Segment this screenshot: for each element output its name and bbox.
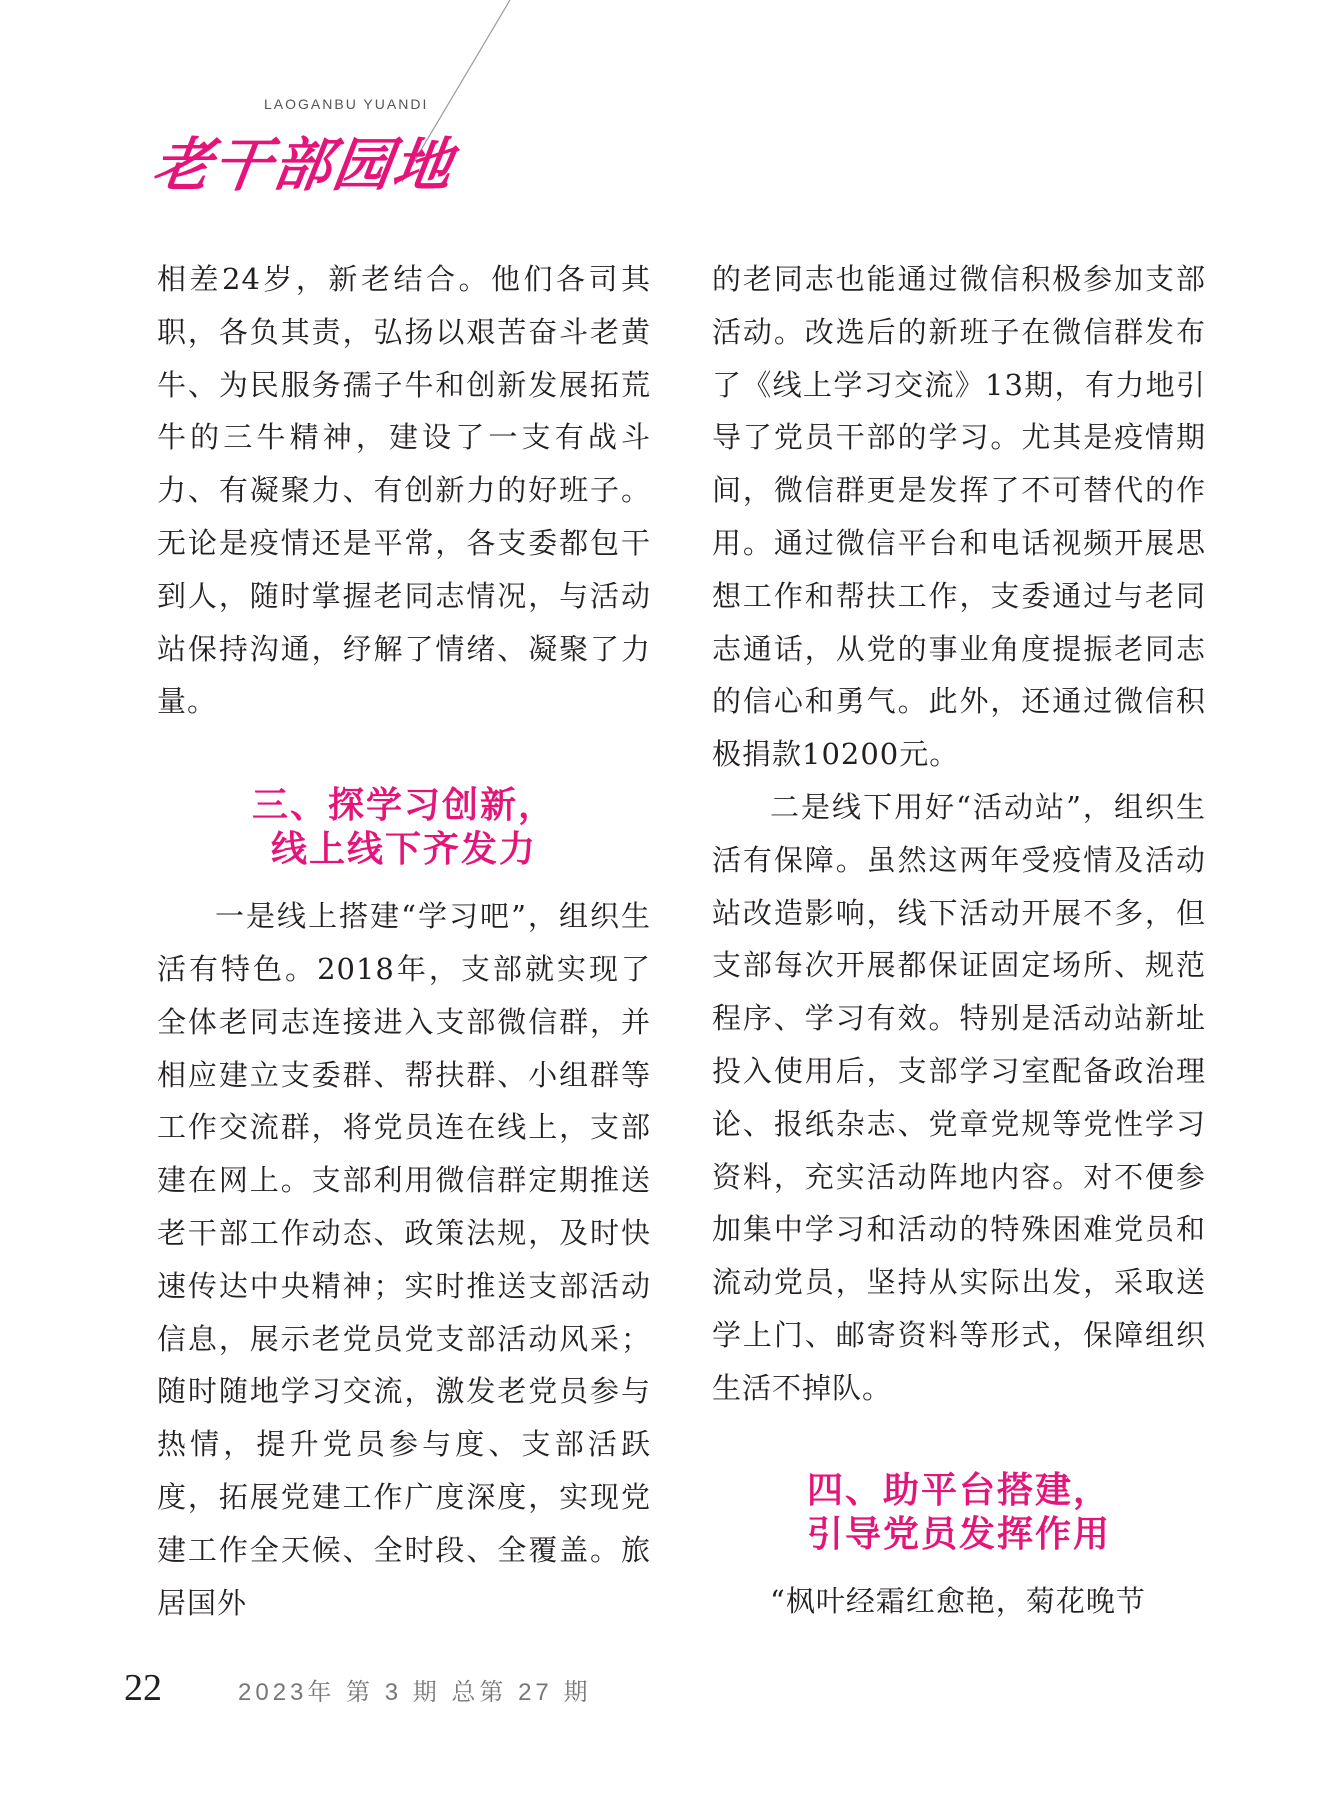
page-footer (124, 1666, 591, 1710)
issue-info: 2023年 第 3 期 总第 27 期 (238, 1679, 592, 1706)
section-heading-line: 四、助平台搭建， (806, 1469, 1111, 1511)
left-column (157, 253, 651, 1629)
body-paragraph: 一是线上搭建“学习吧”，组织生活有特色。2018年，支部就实现了全体老同志连接进入支部微信群，并相应建立支委群、帮扶群、小组群等工作交流群，将党员连在线上，支部建在网上。支部利用微信群定期推送老干部工作动态、政策法规，及时快速传达中央精神；实时推送支部活动信息，展示老党员党支部活动风采；随时随地学习交流，激发老党员参与热情，提升党员参与度、支部活跃度，拓展党建工作广度深度，实现党建工作全天候、全时段、全覆盖。旅居国外 (157, 899, 651, 1620)
right-column (712, 253, 1206, 1627)
masthead-title-logo: 老干部园地 (148, 131, 459, 199)
body-paragraph: 相差24岁，新老结合。他们各司其职，各负其责，弘扬以艰苦奋斗老黄牛、为民服务孺子牛和创新发展拓荒牛的三牛精神，建设了一支有战斗力、有凝聚力、有创新力的好班子。无论是疫情还是平常，各支委都包干到人，随时掌握老同志情况，与活动站保持沟通，纾解了情绪、凝聚了力量。 (157, 262, 651, 719)
page-number: 22 (124, 1667, 162, 1709)
masthead-pinyin: LAOGANBU YUANDI (264, 96, 429, 112)
body-paragraph: 二是线下用好“活动站”，组织生活有保障。虽然这两年受疫情及活动站改造影响，线下活动开展不多，但支部每次开展都保证固定场所、规范程序、学习有效。特别是活动站新址投入使用后，支部学习室配备政治理论、报纸杂志、党章党规等党性学习资料，充实活动阵地内容。对不便参加集中学习和活动的特殊困难党员和流动党员，坚持从实际出发，采取送学上门、邮寄资料等形式，保障组织生活不掉队。 (712, 789, 1206, 1405)
section-heading-line: 线上线下齐发力 (270, 829, 537, 871)
body-paragraph: 的老同志也能通过微信积极参加支部活动。改选后的新班子在微信群发布了《线上学习交流》13期，有力地引导了党员干部的学习。尤其是疫情期间，微信群更是发挥了不可替代的作用。通过微信平台和电话视频开展思想工作和帮扶工作，支委通过与老同志通话，从党的事业角度提振老同志的信心和勇气。此外，还通过微信积极捐款10200元。 (712, 262, 1206, 772)
section-heading-3 (157, 784, 651, 872)
body-paragraph: “枫叶经霜红愈艳，菊花晚节 (770, 1583, 1146, 1618)
section-heading-line: 三、探学习创新， (251, 785, 556, 827)
section-heading-line: 引导党员发挥作用 (806, 1513, 1111, 1555)
section-heading-4 (712, 1469, 1206, 1557)
